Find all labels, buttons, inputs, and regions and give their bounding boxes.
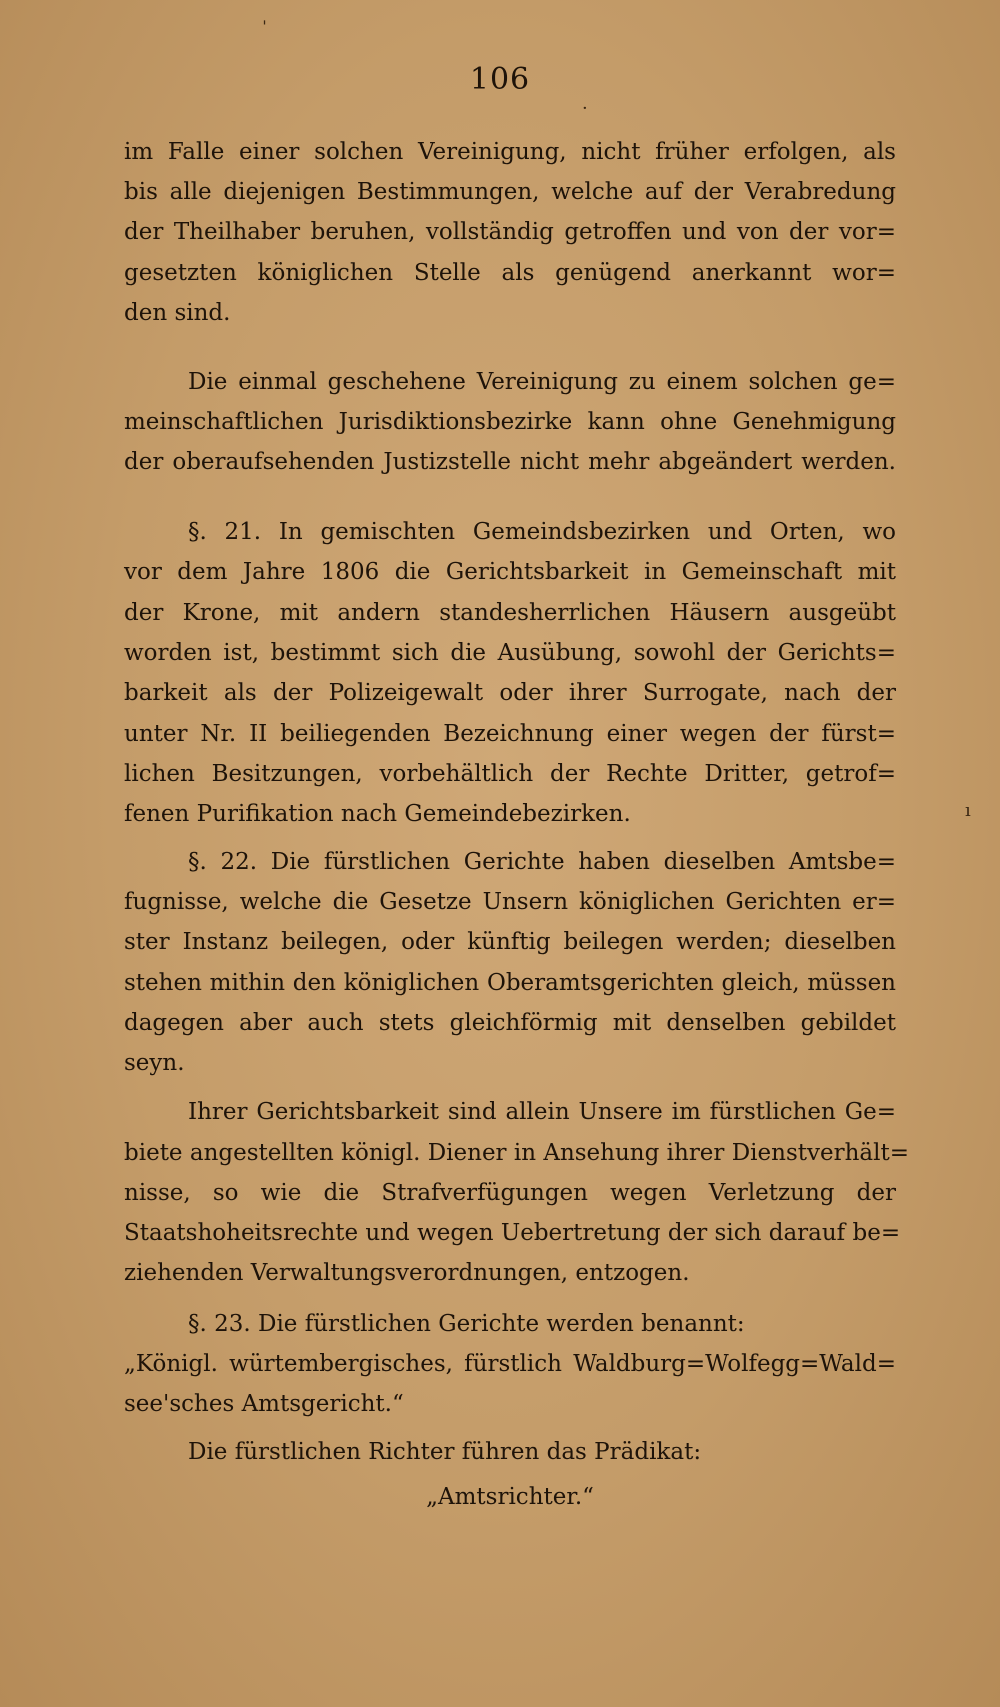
- text-line: dagegen aber auch stets gleichförmig mit denselben gebildet: [124, 1010, 896, 1036]
- text-line: „Königl. würtembergisches, fürstlich Waldburg=Wolfegg=Wald=: [124, 1351, 896, 1377]
- text-line: bis alle diejenigen Bestimmungen, welche auf der Verabredung: [124, 179, 896, 205]
- text-line: im Falle einer solchen Vereinigung, nicht früher erfolgen, als: [124, 139, 896, 165]
- text-line: see'sches Amtsgericht.“: [124, 1391, 404, 1417]
- text-line: barkeit als der Polizeigewalt oder ihrer Surrogate, nach der: [124, 680, 896, 706]
- text-line: nisse, so wie die Strafverfügungen wegen Verletzung der: [124, 1180, 896, 1206]
- text-line: „Amtsrichter.“: [426, 1484, 594, 1510]
- text-line: der Theilhaber beruhen, vollständig getroffen und von der vor=: [124, 219, 896, 245]
- text-line: stehen mithin den königlichen Oberamtsgerichten gleich, müssen: [124, 970, 896, 996]
- section-heading-line: §. 23. Die fürstlichen Gerichte werden benannt:: [188, 1311, 745, 1337]
- text-line: unter Nr. II beiliegenden Bezeichnung einer wegen der fürst=: [124, 721, 896, 747]
- section-heading-line: §. 22. Die fürstlichen Gerichte haben dieselben Amtsbe=: [188, 849, 896, 875]
- text-line: meinschaftlichen Jurisdiktionsbezirke kann ohne Genehmigung: [124, 409, 896, 435]
- text-line: Die fürstlichen Richter führen das Prädikat:: [188, 1439, 702, 1465]
- paper-fleck: ˈ: [262, 18, 267, 39]
- text-line: den sind.: [124, 300, 231, 326]
- text-line: ziehenden Verwaltungsverordnungen, entzogen.: [124, 1260, 690, 1286]
- text-line: vor dem Jahre 1806 die Gerichtsbarkeit in Gemeinschaft mit: [124, 559, 896, 585]
- text-line: der oberaufsehenden Justizstelle nicht mehr abgeändert werden.: [124, 449, 896, 475]
- text-line: seyn.: [124, 1050, 185, 1076]
- text-line: fugnisse, welche die Gesetze Unsern königlichen Gerichten er=: [124, 889, 896, 915]
- text-line: Ihrer Gerichtsbarkeit sind allein Unsere im fürstlichen Ge=: [188, 1099, 896, 1125]
- paper-fleck: ı: [965, 800, 971, 821]
- text-line: ster Instanz beilegen, oder künftig beilegen werden; dieselben: [124, 929, 896, 955]
- section-heading-line: §. 21. In gemischten Gemeindsbezirken und Orten, wo: [188, 519, 896, 545]
- text-line: Die einmal geschehene Vereinigung zu einem solchen ge=: [188, 369, 896, 395]
- text-line: gesetzten königlichen Stelle als genügend anerkannt wor=: [124, 260, 896, 286]
- page-number: 106: [469, 62, 531, 97]
- text-line: Staatshoheitsrechte und wegen Uebertretung der sich darauf be=: [124, 1220, 901, 1246]
- text-line: lichen Besitzungen, vorbehältlich der Rechte Dritter, getrof=: [124, 761, 896, 787]
- text-line: fenen Purifikation nach Gemeindebezirken.: [124, 801, 631, 827]
- text-line: worden ist, bestimmt sich die Ausübung, sowohl der Gerichts=: [124, 640, 896, 666]
- text-line: der Krone, mit andern standesherrlichen Häusern ausgeübt: [124, 600, 896, 626]
- paper-fleck: ·: [582, 98, 588, 119]
- text-line: biete angestellten königl. Diener in Ansehung ihrer Dienstverhält=: [124, 1140, 909, 1166]
